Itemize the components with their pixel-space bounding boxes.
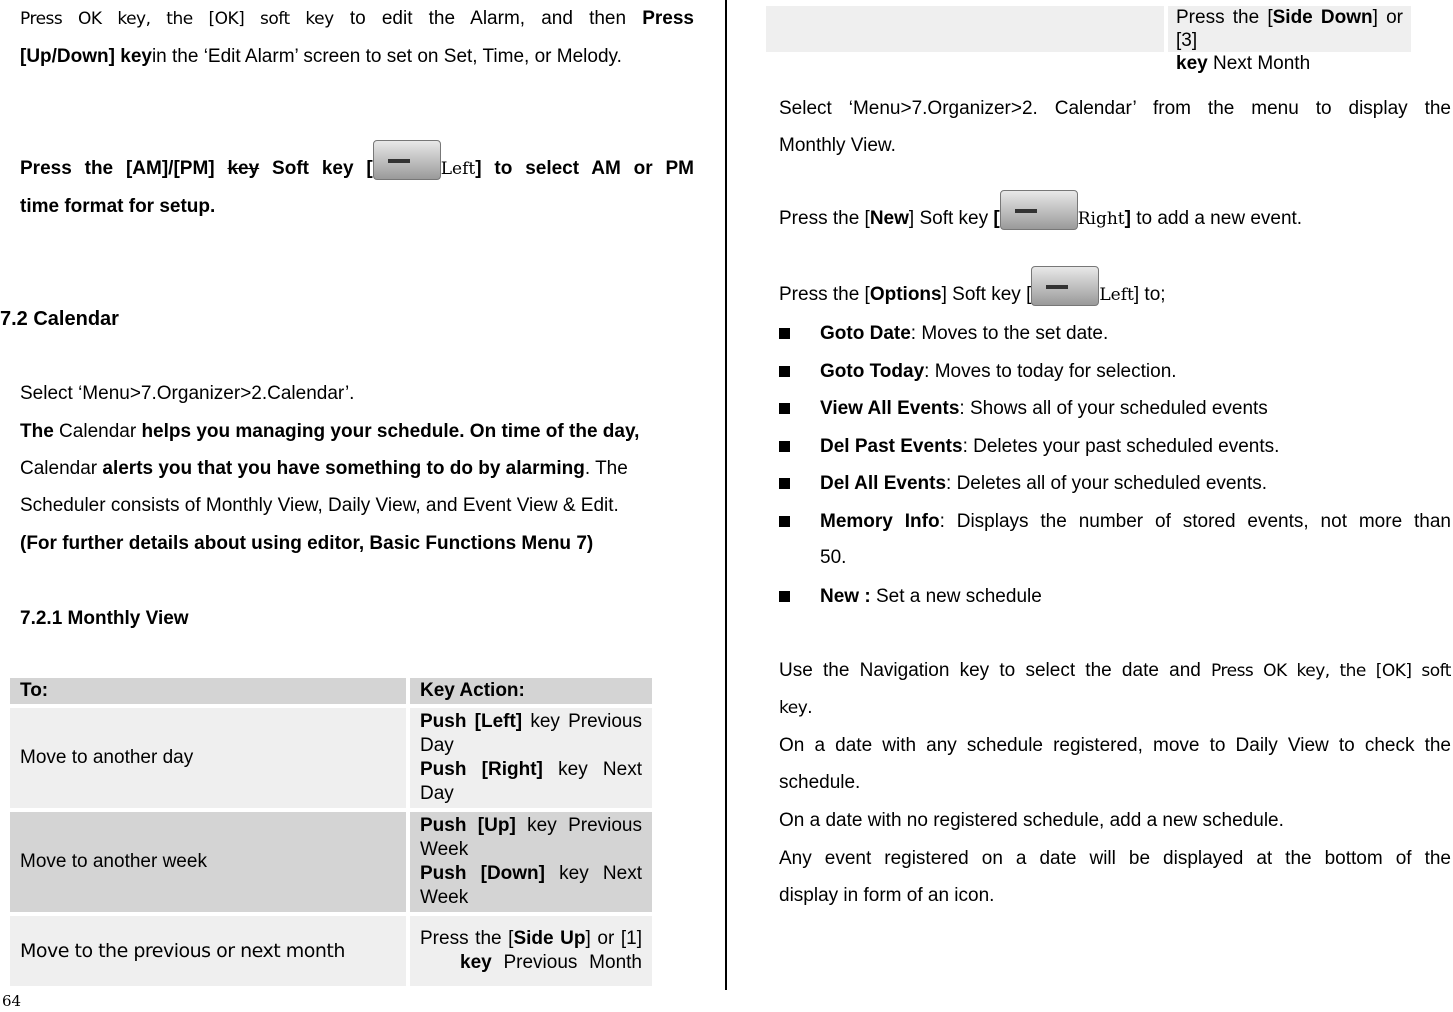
row-action-cell: Push [Up] key Previous Week Push [Down] key Next Week: [410, 812, 652, 912]
registered-date-line1: On a date with any schedule registered, move to Daily View to check the: [779, 735, 1451, 756]
bullet-icon: [779, 403, 790, 414]
bullet-icon: [779, 516, 790, 527]
continued-table-action-cell: Press the [Side Down] or [3] key Next Month: [1168, 6, 1411, 52]
subsection-title: 7.2.1 Monthly View: [20, 608, 189, 629]
option-new: New : Set a new schedule: [820, 586, 1042, 607]
ampm-instruction-line1: Press the [AM]/[PM] key Soft key [ Left] to select AM or PM: [20, 140, 694, 180]
table-header-row: [10, 678, 652, 704]
registered-date-line2: schedule.: [779, 772, 861, 793]
table-row: [10, 812, 652, 912]
column-divider: [725, 0, 727, 990]
option-memory-info: Memory Info: Displays the number of stored events, not more than: [820, 511, 1452, 532]
key-action-table: [6, 674, 656, 990]
event-display-line2: display in form of an icon.: [779, 885, 995, 906]
header-to: To:: [10, 678, 406, 704]
monthly-select-line2: Monthly View.: [779, 135, 896, 156]
table-row: [10, 916, 652, 986]
row-to-cell: Move to the previous or next month: [10, 916, 406, 986]
section-title: 7.2 Calendar: [0, 308, 119, 330]
ampm-instruction-line2: time format for setup.: [20, 196, 216, 217]
row-action-cell: Push [Left] key Previous Day Push [Right] key Next Day: [410, 708, 652, 808]
option-goto-today: Goto Today: Moves to today for selection.: [820, 361, 1177, 382]
calendar-desc-line2: Calendar alerts you that you have something to do by alarming. The: [20, 458, 628, 479]
row-to-cell: Move to another week: [10, 812, 406, 912]
soft-key-icon: [1000, 190, 1078, 230]
bullet-icon: [779, 441, 790, 452]
bullet-icon: [779, 478, 790, 489]
options-softkey-line: Press the [Options] Soft key [ Left] to;: [779, 266, 1166, 306]
bullet-icon: [779, 328, 790, 339]
navigation-line2: key.: [779, 697, 813, 718]
table-row: [10, 708, 652, 808]
option-del-all-events: Del All Events: Deletes all of your scheduled events.: [820, 473, 1268, 494]
select-menu-line: Select ‘Menu>7.Organizer>2.Calendar’.: [20, 383, 355, 404]
calendar-desc-line3: Scheduler consists of Monthly View, Daily View, and Event View & Edit.: [20, 495, 619, 516]
soft-key-icon: [373, 140, 441, 180]
calendar-desc-line4: (For further details about using editor, Basic Functions Menu 7): [20, 533, 594, 554]
row-action-cell: Press the [Side Up] or [1] key Previous Month: [410, 916, 652, 986]
continued-table-empty-cell: [766, 6, 1164, 52]
monthly-select-line1: Select ‘Menu>7.Organizer>2. Calendar’ from the menu to display the: [779, 98, 1451, 119]
soft-key-icon: [1031, 266, 1099, 306]
no-schedule-line: On a date with no registered schedule, add a new schedule.: [779, 810, 1284, 831]
calendar-desc-line1: The Calendar helps you managing your schedule. On time of the day,: [20, 421, 640, 442]
event-display-line1: Any event registered on a date will be displayed at the bottom of the: [779, 848, 1451, 869]
option-goto-date: Goto Date: Moves to the set date.: [820, 323, 1109, 344]
new-softkey-line: Press the [New] Soft key [ Right] to add a new event.: [779, 190, 1302, 230]
option-memory-info-cont: 50.: [820, 547, 847, 568]
option-view-all-events: View All Events: Shows all of your scheduled events: [820, 398, 1268, 419]
bullet-icon: [779, 591, 790, 602]
option-del-past-events: Del Past Events: Deletes your past scheduled events.: [820, 436, 1280, 457]
row-to-cell: Move to another day: [10, 708, 406, 808]
page-number: 64: [2, 992, 22, 1010]
bullet-icon: [779, 366, 790, 377]
navigation-line1: Use the Navigation key to select the date and Press OK key, the [OK] soft: [779, 660, 1451, 681]
header-key-action: Key Action:: [410, 678, 652, 704]
alarm-paragraph-line1: Press OK key, the [OK] soft key to edit the Alarm, and then Press: [20, 8, 694, 29]
alarm-paragraph-line2: [Up/Down] keyin the ‘Edit Alarm’ screen to set on Set, Time, or Melody.: [20, 46, 622, 67]
